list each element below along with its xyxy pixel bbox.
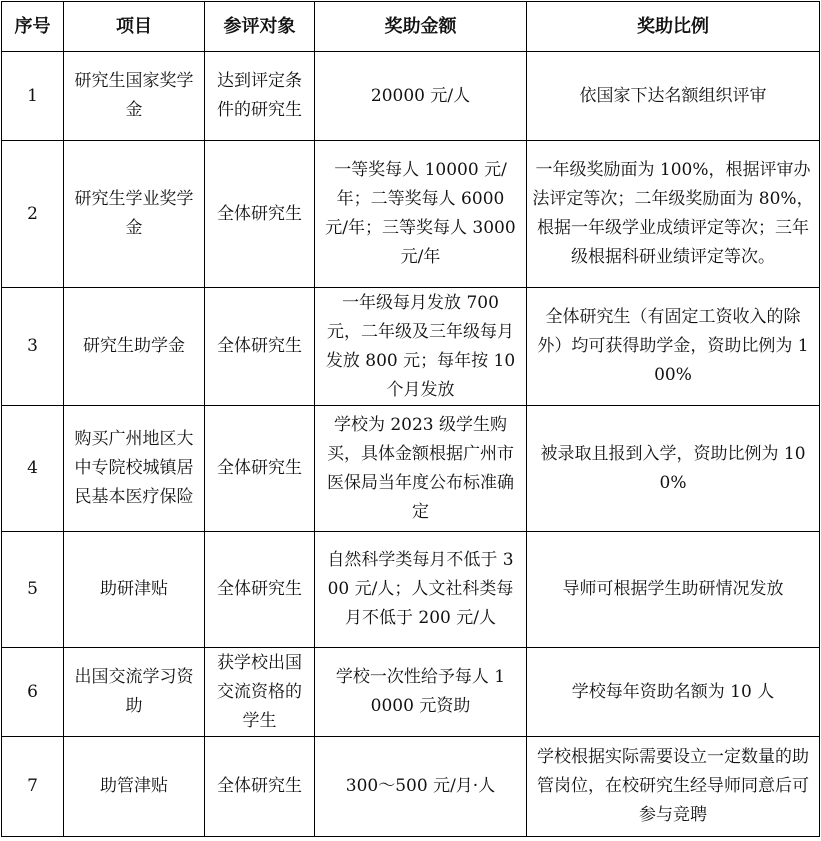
row-amount: 300～500 元/月·人 <box>315 737 527 837</box>
row-ratio: 全体研究生（有固定工资收入的除外）均可获得助学金，资助比例为 100% <box>527 288 820 406</box>
row-amount: 一年级每月发放 700 元，二年级及三年级每月发放 800 元；每年按 10 个月发放 <box>315 288 527 406</box>
row-item: 研究生助学金 <box>64 288 205 406</box>
row-item: 研究生学业奖学金 <box>64 141 205 288</box>
row-ratio: 一年级奖励面为 100%，根据评审办法评定等次；二年级奖励面为 80%，根据一年级学业成绩评定等次；三年级根据科研业绩评定等次。 <box>527 141 820 288</box>
table-header-row <box>2 2 820 52</box>
table-row <box>2 532 820 648</box>
row-target: 全体研究生 <box>205 288 315 406</box>
row-no: 3 <box>2 288 64 406</box>
table-row <box>2 406 820 532</box>
header-item: 项目 <box>64 2 205 52</box>
table-row <box>2 288 820 406</box>
header-amount: 奖助金额 <box>315 2 527 52</box>
scholarship-table <box>1 1 820 837</box>
row-amount: 一等奖每人 10000 元/年；二等奖每人 6000 元/年；三等奖每人 3000 元/年 <box>315 141 527 288</box>
row-item: 助研津贴 <box>64 532 205 648</box>
row-no: 4 <box>2 406 64 532</box>
row-no: 6 <box>2 648 64 737</box>
row-amount: 学校一次性给予每人 10000 元资助 <box>315 648 527 737</box>
row-target: 获学校出国交流资格的学生 <box>205 648 315 737</box>
row-ratio: 学校根据实际需要设立一定数量的助管岗位，在校研究生经导师同意后可参与竞聘 <box>527 737 820 837</box>
table-row <box>2 141 820 288</box>
row-target: 全体研究生 <box>205 141 315 288</box>
row-no: 7 <box>2 737 64 837</box>
row-ratio: 依国家下达名额组织评审 <box>527 52 820 141</box>
row-no: 5 <box>2 532 64 648</box>
row-amount: 自然科学类每月不低于 300 元/人；人文社科类每月不低于 200 元/人 <box>315 532 527 648</box>
header-target: 参评对象 <box>205 2 315 52</box>
table-row <box>2 648 820 737</box>
row-ratio: 导师可根据学生助研情况发放 <box>527 532 820 648</box>
header-no: 序号 <box>2 2 64 52</box>
row-ratio: 学校每年资助名额为 10 人 <box>527 648 820 737</box>
row-item: 研究生国家奖学金 <box>64 52 205 141</box>
row-no: 1 <box>2 52 64 141</box>
row-amount: 学校为 2023 级学生购买，具体金额根据广州市医保局当年度公布标准确定 <box>315 406 527 532</box>
table-row <box>2 52 820 141</box>
table-row <box>2 737 820 837</box>
row-target: 全体研究生 <box>205 406 315 532</box>
row-target: 全体研究生 <box>205 532 315 648</box>
row-no: 2 <box>2 141 64 288</box>
header-ratio: 奖助比例 <box>527 2 820 52</box>
row-item: 购买广州地区大中专院校城镇居民基本医疗保险 <box>64 406 205 532</box>
row-target: 全体研究生 <box>205 737 315 837</box>
row-item: 出国交流学习资助 <box>64 648 205 737</box>
row-amount: 20000 元/人 <box>315 52 527 141</box>
row-ratio: 被录取且报到入学，资助比例为 100% <box>527 406 820 532</box>
row-target: 达到评定条件的研究生 <box>205 52 315 141</box>
row-item: 助管津贴 <box>64 737 205 837</box>
